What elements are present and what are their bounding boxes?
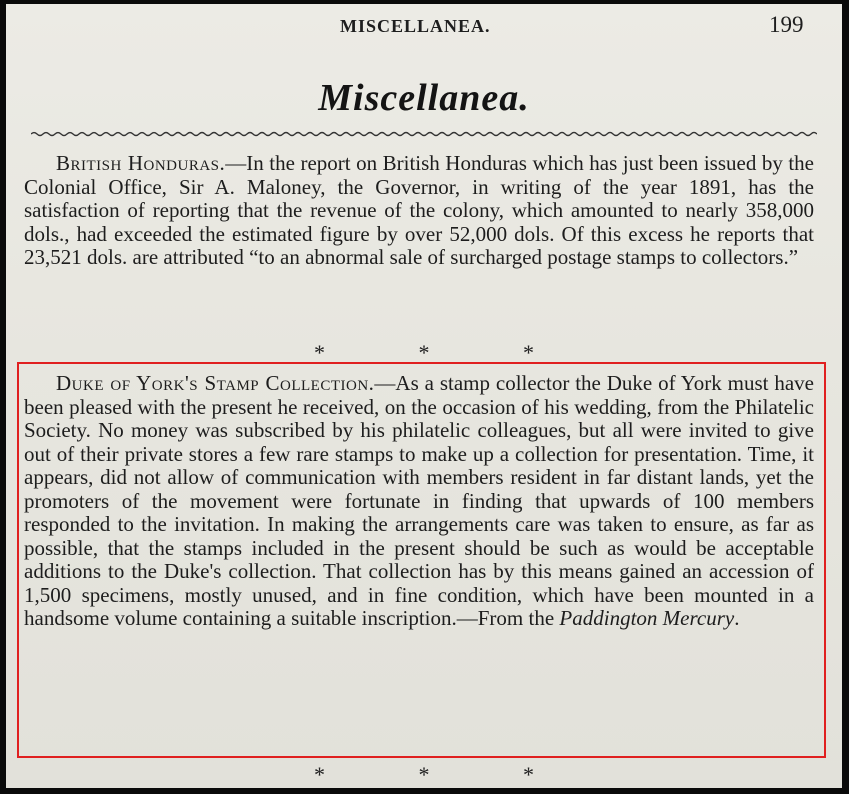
section-title: Miscellanea. (318, 77, 530, 119)
article-body: —In the report on British Honduras which has just been issued by the Colonial Office, Sir A. Maloney, the Governor, in writing of the year 1891, has the satisfaction of reporting that the revenue of the colony, which amounted to nearly 358,000 dols., had exceeded the estimated figure by over 52,000 dols. Of this excess he reports that 23,521 dols. are attributed “to an abnormal sale of surcharged postage stamps to collectors.” (24, 151, 814, 269)
article-body: —As a stamp collector the Duke of York must have been pleased with the present he received, on the occasion of his wedding, from the Philatelic Society. No money was subscribed by his philatelic colleagues, but all were invited to give out of their private stores a few rare stamps to make up a collection for presentation. Time, it appears, did not allow of communication with members resident in far distant lands, yet the promoters of the movement were fortunate in finding that upwards of 100 members responded to the invitation. In making the arrangements care was taken to ensure, as far as possible, that the stamps included in the present should be such as would be acceptable additions to the Duke's collection. That collection has by this means gained an accession of 1,500 specimens, mostly unused, and in fine condition, which have been mounted in a handsome volume containing a suitable inscription.—From the (24, 371, 814, 630)
section-separator: * * * (314, 340, 578, 365)
article-heading: British Honduras. (56, 151, 226, 175)
book-page (6, 4, 842, 788)
running-title: MISCELLANEA. (340, 16, 491, 36)
page-number: 199 (769, 12, 804, 37)
highlight-box (17, 362, 826, 758)
article-heading: Duke of York's Stamp Collection. (56, 371, 375, 395)
ornamental-rule (31, 130, 817, 138)
source-name: Paddington Mercury (559, 606, 735, 630)
article-end: . (734, 606, 740, 630)
section-separator: * * * (314, 762, 578, 787)
article-british-honduras (24, 152, 814, 270)
